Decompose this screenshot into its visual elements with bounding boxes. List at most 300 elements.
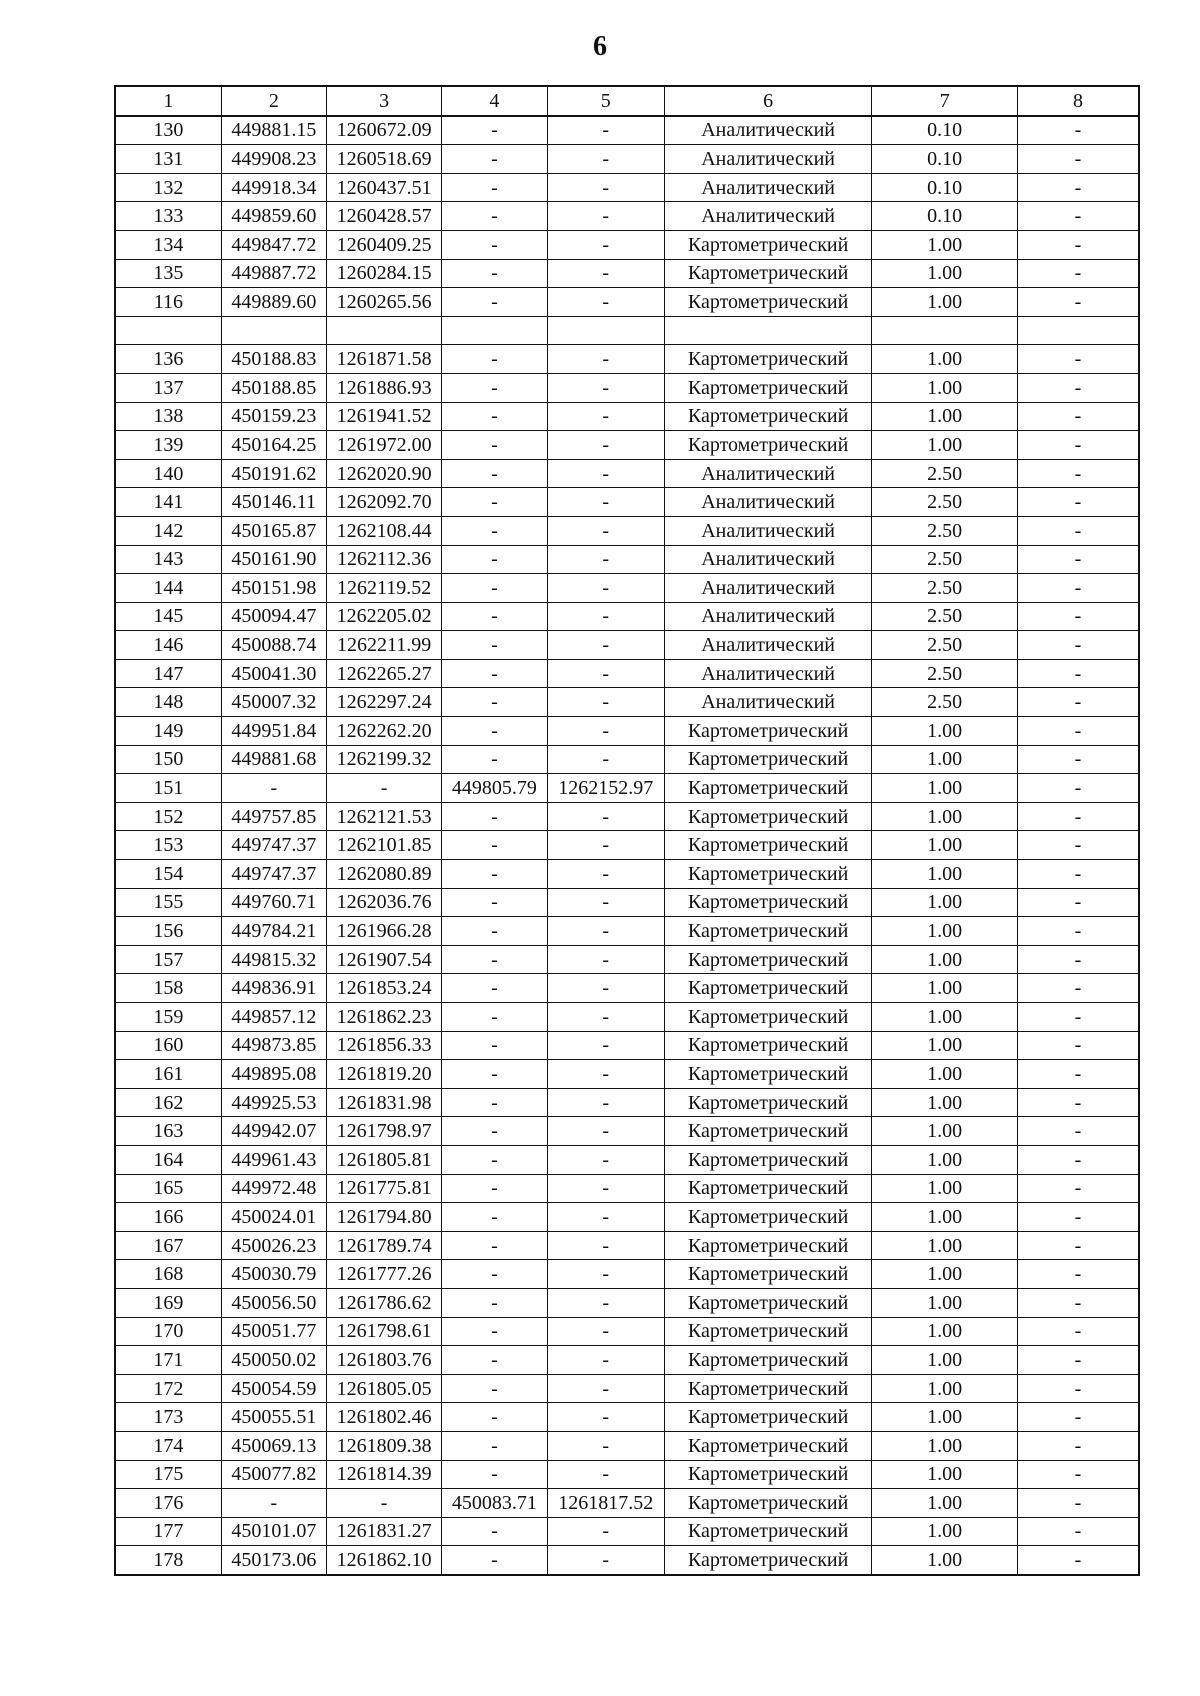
table-cell-col-7: 2.50 <box>872 459 1018 488</box>
table-cell-col-2: 450188.83 <box>221 345 326 374</box>
table-row <box>115 802 1139 831</box>
table-cell-col-6: Картометрический <box>664 1145 871 1174</box>
table-cell-col-2: 450077.82 <box>221 1460 326 1489</box>
table-cell-col-6: Картометрический <box>664 1517 871 1546</box>
table-cell-col-3: 1261862.10 <box>326 1546 441 1575</box>
table-cell-col-3: 1262121.53 <box>326 802 441 831</box>
table-cell-col-5: - <box>547 173 664 202</box>
table-cell-col-7: 1.00 <box>872 373 1018 402</box>
table-cell-col-6: Картометрический <box>664 888 871 917</box>
table-cell-col-8 <box>1018 316 1139 345</box>
table-cell-col-5: - <box>547 659 664 688</box>
table-cell-col-7: 1.00 <box>872 1288 1018 1317</box>
table-cell-col-4: - <box>442 431 547 460</box>
table-cell-col-5: - <box>547 945 664 974</box>
table-row <box>115 745 1139 774</box>
table-cell-col-3: 1261777.26 <box>326 1260 441 1289</box>
table-row <box>115 717 1139 746</box>
table-cell-col-2: 450056.50 <box>221 1288 326 1317</box>
table-cell-col-5: - <box>547 688 664 717</box>
table-cell-col-5: - <box>547 116 664 145</box>
table-cell-col-7: 1.00 <box>872 974 1018 1003</box>
table-cell-col-4: - <box>442 1346 547 1375</box>
table-cell-col-8: - <box>1018 1517 1139 1546</box>
table-cell-col-3: 1261831.27 <box>326 1517 441 1546</box>
table-cell-col-7: 1.00 <box>872 1374 1018 1403</box>
table-cell-col-8: - <box>1018 1288 1139 1317</box>
table-cell-col-1: 152 <box>115 802 221 831</box>
table-cell-col-6: Картометрический <box>664 288 871 317</box>
table-cell-col-3: 1262199.32 <box>326 745 441 774</box>
table-row <box>115 545 1139 574</box>
table-cell-col-7 <box>872 316 1018 345</box>
table-cell-col-2: 449859.60 <box>221 202 326 231</box>
table-cell-col-7: 1.00 <box>872 917 1018 946</box>
table-cell-col-6: Картометрический <box>664 745 871 774</box>
table-cell-col-8: - <box>1018 1403 1139 1432</box>
table-cell-col-4: - <box>442 717 547 746</box>
table-cell-col-5: - <box>547 1374 664 1403</box>
table-cell-col-1: 163 <box>115 1117 221 1146</box>
table-cell-col-5: - <box>547 574 664 603</box>
table-cell-col-2: 449961.43 <box>221 1145 326 1174</box>
table-cell-col-6: Аналитический <box>664 545 871 574</box>
table-cell-col-7: 1.00 <box>872 288 1018 317</box>
table-cell-col-1: 141 <box>115 488 221 517</box>
table-cell-col-2: 449942.07 <box>221 1117 326 1146</box>
table-cell-col-1: 133 <box>115 202 221 231</box>
table-cell-col-4: - <box>442 459 547 488</box>
table-cell-col-8: - <box>1018 1489 1139 1518</box>
table-cell-col-2: 449887.72 <box>221 259 326 288</box>
table-cell-col-6: Картометрический <box>664 345 871 374</box>
table-cell-col-2: 450101.07 <box>221 1517 326 1546</box>
table-row <box>115 145 1139 174</box>
table-cell-col-8: - <box>1018 860 1139 889</box>
table-cell-col-5: - <box>547 745 664 774</box>
table-header <box>115 86 1139 116</box>
table-row <box>115 488 1139 517</box>
table-cell-col-2: 450054.59 <box>221 1374 326 1403</box>
table-cell-col-1: 158 <box>115 974 221 1003</box>
table-cell-col-3: 1261907.54 <box>326 945 441 974</box>
table-cell-col-7: 1.00 <box>872 1203 1018 1232</box>
table-cell-col-5: - <box>547 1460 664 1489</box>
table-cell-col-6: Картометрический <box>664 230 871 259</box>
table-cell-col-8: - <box>1018 717 1139 746</box>
table-cell-col-6: Аналитический <box>664 173 871 202</box>
table-cell-col-3: 1260672.09 <box>326 116 441 145</box>
table-cell-col-6: Картометрический <box>664 1374 871 1403</box>
table-cell-col-7: 1.00 <box>872 1460 1018 1489</box>
table-cell-col-2: 449757.85 <box>221 802 326 831</box>
table-cell-col-2: 450165.87 <box>221 516 326 545</box>
table-cell-col-3: 1260265.56 <box>326 288 441 317</box>
table-cell-col-4: - <box>442 659 547 688</box>
table-cell-col-3: 1261802.46 <box>326 1403 441 1432</box>
table-cell-col-7: 1.00 <box>872 888 1018 917</box>
table-row <box>115 659 1139 688</box>
table-cell-col-5: - <box>547 917 664 946</box>
table-cell-col-4: - <box>442 488 547 517</box>
table-cell-col-1: 148 <box>115 688 221 717</box>
table-cell-col-2: 450030.79 <box>221 1260 326 1289</box>
table-cell-col-7: 1.00 <box>872 860 1018 889</box>
table-cell-col-5: - <box>547 888 664 917</box>
table-row <box>115 1145 1139 1174</box>
table-cell-col-4: - <box>442 1288 547 1317</box>
table-row <box>115 316 1139 345</box>
table-row <box>115 1374 1139 1403</box>
table-cell-col-7: 1.00 <box>872 431 1018 460</box>
table-cell-col-1: 153 <box>115 831 221 860</box>
table-cell-col-8: - <box>1018 288 1139 317</box>
table-row <box>115 288 1139 317</box>
table-cell-col-2: 450151.98 <box>221 574 326 603</box>
table-cell-col-6: Картометрический <box>664 259 871 288</box>
table-row <box>115 1431 1139 1460</box>
table-cell-col-2: 449881.15 <box>221 116 326 145</box>
table-row <box>115 917 1139 946</box>
table-cell-col-7: 1.00 <box>872 1231 1018 1260</box>
table-cell-col-8: - <box>1018 974 1139 1003</box>
table-cell-col-8: - <box>1018 1546 1139 1575</box>
table-cell-col-8: - <box>1018 1317 1139 1346</box>
table-cell-col-7: 1.00 <box>872 1088 1018 1117</box>
table-cell-col-5: - <box>547 1060 664 1089</box>
table-row <box>115 1403 1139 1432</box>
table-cell-col-1: 116 <box>115 288 221 317</box>
table-cell-col-1: 134 <box>115 230 221 259</box>
table-cell-col-3: - <box>326 774 441 803</box>
table-cell-col-2: 449847.72 <box>221 230 326 259</box>
table-cell-col-4: - <box>442 1317 547 1346</box>
table-cell-col-3: 1261831.98 <box>326 1088 441 1117</box>
table-cell-col-7: 1.00 <box>872 345 1018 374</box>
table-cell-col-7: 1.00 <box>872 717 1018 746</box>
table-cell-col-5: 1261817.52 <box>547 1489 664 1518</box>
table-row <box>115 1117 1139 1146</box>
coordinates-table <box>114 85 1140 1576</box>
table-cell-col-2: 449881.68 <box>221 745 326 774</box>
table-cell-col-3: 1262101.85 <box>326 831 441 860</box>
table-cell-col-5: - <box>547 602 664 631</box>
table-cell-col-4: - <box>442 259 547 288</box>
table-cell-col-4: - <box>442 1031 547 1060</box>
table-cell-col-3: 1262092.70 <box>326 488 441 517</box>
table-cell-col-1: 170 <box>115 1317 221 1346</box>
table-row <box>115 860 1139 889</box>
table-cell-col-4: - <box>442 1231 547 1260</box>
table-cell-col-8: - <box>1018 116 1139 145</box>
table-cell-col-5: - <box>547 1260 664 1289</box>
table-row <box>115 431 1139 460</box>
table-row <box>115 574 1139 603</box>
header-cell-2: 2 <box>221 86 326 116</box>
table-cell-col-7: 1.00 <box>872 259 1018 288</box>
table-cell-col-6: Аналитический <box>664 202 871 231</box>
table-cell-col-6: Аналитический <box>664 602 871 631</box>
table-cell-col-4: - <box>442 230 547 259</box>
table-cell-col-7: 1.00 <box>872 1060 1018 1089</box>
table-cell-col-1: 135 <box>115 259 221 288</box>
table-cell-col-5: - <box>547 717 664 746</box>
table-cell-col-7: 1.00 <box>872 774 1018 803</box>
table-cell-col-6: Картометрический <box>664 1003 871 1032</box>
table-cell-col-2: 450164.25 <box>221 431 326 460</box>
table-cell-col-7: 1.00 <box>872 230 1018 259</box>
table-cell-col-4: - <box>442 1517 547 1546</box>
table-cell-col-4: 450083.71 <box>442 1489 547 1518</box>
table-row <box>115 774 1139 803</box>
table-cell-col-4: 449805.79 <box>442 774 547 803</box>
table-cell-col-7: 0.10 <box>872 116 1018 145</box>
table-row <box>115 1546 1139 1575</box>
table-cell-col-5: - <box>547 259 664 288</box>
table-cell-col-5: - <box>547 1088 664 1117</box>
table-cell-col-5: - <box>547 202 664 231</box>
table-cell-col-7: 1.00 <box>872 1117 1018 1146</box>
table-cell-col-1: 173 <box>115 1403 221 1432</box>
table-cell-col-2: 450094.47 <box>221 602 326 631</box>
table-body <box>115 116 1139 1575</box>
table-row <box>115 945 1139 974</box>
table-cell-col-8: - <box>1018 545 1139 574</box>
table-cell-col-4: - <box>442 917 547 946</box>
table-row <box>115 1260 1139 1289</box>
table-row <box>115 373 1139 402</box>
table-cell-col-1: 176 <box>115 1489 221 1518</box>
table-cell-col-6: Аналитический <box>664 116 871 145</box>
table-cell-col-8: - <box>1018 402 1139 431</box>
table-cell-col-2: 449747.37 <box>221 860 326 889</box>
table-row <box>115 1060 1139 1089</box>
table-cell-col-3: 1261819.20 <box>326 1060 441 1089</box>
table-cell-col-6: Картометрический <box>664 1031 871 1060</box>
table-cell-col-5: - <box>547 1145 664 1174</box>
table-cell-col-1: 172 <box>115 1374 221 1403</box>
table-cell-col-4 <box>442 316 547 345</box>
table-row <box>115 1346 1139 1375</box>
table-cell-col-4: - <box>442 516 547 545</box>
table-cell-col-1: 162 <box>115 1088 221 1117</box>
table-cell-col-3: 1262080.89 <box>326 860 441 889</box>
table-cell-col-7: 1.00 <box>872 1546 1018 1575</box>
table-cell-col-3: 1261794.80 <box>326 1203 441 1232</box>
table-row <box>115 1003 1139 1032</box>
table-cell-col-1: 147 <box>115 659 221 688</box>
table-cell-col-3: 1262265.27 <box>326 659 441 688</box>
table-cell-col-5: - <box>547 516 664 545</box>
table-cell-col-1: 155 <box>115 888 221 917</box>
table-cell-col-4: - <box>442 1003 547 1032</box>
table-cell-col-6: Аналитический <box>664 516 871 545</box>
page-number: 6 <box>593 31 607 62</box>
table-cell-col-4: - <box>442 1174 547 1203</box>
table-row <box>115 259 1139 288</box>
table-cell-col-7: 1.00 <box>872 1031 1018 1060</box>
table-cell-col-2: 450191.62 <box>221 459 326 488</box>
table-cell-col-8: - <box>1018 259 1139 288</box>
table-cell-col-7: 1.00 <box>872 1145 1018 1174</box>
table-row <box>115 1088 1139 1117</box>
table-cell-col-8: - <box>1018 945 1139 974</box>
table-cell-col-4: - <box>442 602 547 631</box>
table-cell-col-1: 145 <box>115 602 221 631</box>
table-cell-col-7: 2.50 <box>872 602 1018 631</box>
table-cell-col-4: - <box>442 745 547 774</box>
table-cell-col-2: 450041.30 <box>221 659 326 688</box>
table-cell-col-4: - <box>442 802 547 831</box>
table-cell-col-6: Картометрический <box>664 1460 871 1489</box>
table-cell-col-3: 1261809.38 <box>326 1431 441 1460</box>
table-cell-col-2: 450007.32 <box>221 688 326 717</box>
table-cell-col-5: - <box>547 631 664 660</box>
table-cell-col-3: 1262036.76 <box>326 888 441 917</box>
table-cell-col-3: 1261862.23 <box>326 1003 441 1032</box>
table-cell-col-4: - <box>442 831 547 860</box>
table-cell-col-8: - <box>1018 1260 1139 1289</box>
table-cell-col-4: - <box>442 173 547 202</box>
table-cell-col-8: - <box>1018 802 1139 831</box>
table-cell-col-6: Аналитический <box>664 659 871 688</box>
table-cell-col-4: - <box>442 1431 547 1460</box>
table-cell-col-5: - <box>547 1403 664 1432</box>
table-cell-col-5: - <box>547 1174 664 1203</box>
table-cell-col-1: 164 <box>115 1145 221 1174</box>
table-cell-col-6: Картометрический <box>664 1174 871 1203</box>
table-cell-col-1: 139 <box>115 431 221 460</box>
table-cell-col-1: 143 <box>115 545 221 574</box>
table-cell-col-7: 0.10 <box>872 202 1018 231</box>
table-cell-col-1: 138 <box>115 402 221 431</box>
table-cell-col-2: 450069.13 <box>221 1431 326 1460</box>
table-cell-col-2: 449972.48 <box>221 1174 326 1203</box>
table-cell-col-3: 1261814.39 <box>326 1460 441 1489</box>
table-cell-col-8: - <box>1018 459 1139 488</box>
table-cell-col-5: - <box>547 1031 664 1060</box>
table-row <box>115 888 1139 917</box>
table-row <box>115 116 1139 145</box>
table-cell-col-5 <box>547 316 664 345</box>
table-cell-col-3: 1260428.57 <box>326 202 441 231</box>
table-cell-col-6: Картометрический <box>664 717 871 746</box>
table-cell-col-7: 1.00 <box>872 1431 1018 1460</box>
table-cell-col-6: Картометрический <box>664 945 871 974</box>
table-cell-col-1: 169 <box>115 1288 221 1317</box>
header-cell-6: 6 <box>664 86 871 116</box>
table-cell-col-8: - <box>1018 688 1139 717</box>
table-cell-col-6: Картометрический <box>664 402 871 431</box>
table-cell-col-1: 131 <box>115 145 221 174</box>
table-cell-col-4: - <box>442 202 547 231</box>
table-cell-col-1: 149 <box>115 717 221 746</box>
table-cell-col-3: 1261805.81 <box>326 1145 441 1174</box>
table-cell-col-5: - <box>547 431 664 460</box>
table-cell-col-6: Картометрический <box>664 802 871 831</box>
table-cell-col-4: - <box>442 1403 547 1432</box>
table-cell-col-1: 137 <box>115 373 221 402</box>
table-cell-col-4: - <box>442 631 547 660</box>
table-cell-col-8: - <box>1018 230 1139 259</box>
table-cell-col-3: 1262211.99 <box>326 631 441 660</box>
table-row <box>115 230 1139 259</box>
header-cell-5: 5 <box>547 86 664 116</box>
table-cell-col-1: 174 <box>115 1431 221 1460</box>
table-cell-col-8: - <box>1018 1145 1139 1174</box>
table-cell-col-7: 2.50 <box>872 516 1018 545</box>
table-cell-col-5: - <box>547 1317 664 1346</box>
table-cell-col-1: 165 <box>115 1174 221 1203</box>
table-cell-col-3: 1262112.36 <box>326 545 441 574</box>
table-cell-col-8: - <box>1018 602 1139 631</box>
table-cell-col-2: 450026.23 <box>221 1231 326 1260</box>
table-cell-col-5: - <box>547 831 664 860</box>
table-cell-col-6: Картометрический <box>664 774 871 803</box>
table-cell-col-2 <box>221 316 326 345</box>
table-cell-col-2: - <box>221 1489 326 1518</box>
table-cell-col-5: - <box>547 1003 664 1032</box>
table-cell-col-8: - <box>1018 431 1139 460</box>
table-cell-col-7: 0.10 <box>872 173 1018 202</box>
table-cell-col-7: 1.00 <box>872 1403 1018 1432</box>
table-cell-col-6 <box>664 316 871 345</box>
table-cell-col-4: - <box>442 688 547 717</box>
table-cell-col-6: Аналитический <box>664 631 871 660</box>
table-cell-col-8: - <box>1018 1117 1139 1146</box>
table-cell-col-1: 150 <box>115 745 221 774</box>
table-cell-col-5: 1262152.97 <box>547 774 664 803</box>
table-cell-col-4: - <box>442 945 547 974</box>
table-cell-col-5: - <box>547 145 664 174</box>
table-cell-col-6: Картометрический <box>664 1546 871 1575</box>
table-row <box>115 1174 1139 1203</box>
table-cell-col-2: 450051.77 <box>221 1317 326 1346</box>
table-cell-col-8: - <box>1018 1346 1139 1375</box>
table-cell-col-7: 1.00 <box>872 402 1018 431</box>
table-cell-col-8: - <box>1018 1374 1139 1403</box>
table-row <box>115 1489 1139 1518</box>
table-cell-col-3: 1260437.51 <box>326 173 441 202</box>
table-cell-col-2: 450173.06 <box>221 1546 326 1575</box>
table-row <box>115 516 1139 545</box>
table-cell-col-3: 1261798.61 <box>326 1317 441 1346</box>
table-row <box>115 402 1139 431</box>
table-cell-col-7: 2.50 <box>872 574 1018 603</box>
table-cell-col-1: 146 <box>115 631 221 660</box>
table-cell-col-7: 1.00 <box>872 1317 1018 1346</box>
table-cell-col-6: Картометрический <box>664 974 871 1003</box>
table-cell-col-6: Картометрический <box>664 1317 871 1346</box>
header-cell-7: 7 <box>872 86 1018 116</box>
table-cell-col-5: - <box>547 1431 664 1460</box>
table-cell-col-3: 1262119.52 <box>326 574 441 603</box>
table-cell-col-8: - <box>1018 202 1139 231</box>
table-row <box>115 1317 1139 1346</box>
table-cell-col-7: 2.50 <box>872 688 1018 717</box>
table-row <box>115 1517 1139 1546</box>
table-row <box>115 459 1139 488</box>
table-cell-col-1: 156 <box>115 917 221 946</box>
table-cell-col-4: - <box>442 1203 547 1232</box>
table-cell-col-6: Картометрический <box>664 1403 871 1432</box>
table-cell-col-7: 1.00 <box>872 1260 1018 1289</box>
table-cell-col-3: 1261798.97 <box>326 1117 441 1146</box>
table-cell-col-4: - <box>442 1145 547 1174</box>
table-cell-col-5: - <box>547 1546 664 1575</box>
table-cell-col-5: - <box>547 459 664 488</box>
table-cell-col-1: 142 <box>115 516 221 545</box>
